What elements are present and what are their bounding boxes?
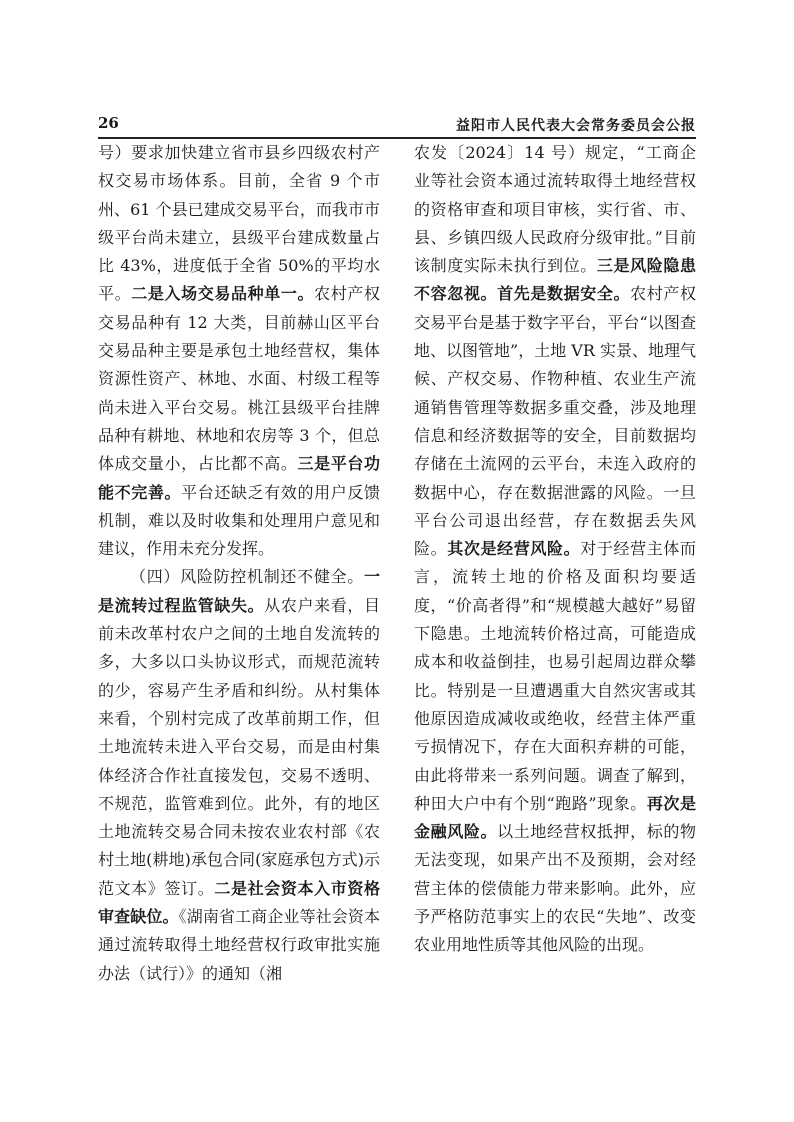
section-heading-4: （四）风险防控机制还不健全。 <box>130 567 364 587</box>
page-header <box>98 112 696 136</box>
right-paragraph-1 <box>414 139 696 960</box>
left-paragraph-1 <box>98 139 380 563</box>
page-number: 26 <box>98 114 119 132</box>
left-p1-text-2: 农村产权交易品种有 12 大类，目前赫山区平台交易品种主要是承包土地经营权，集体资源性资产、林地、水面、村级工程等尚未进入平台交易。桃江县级平台挂牌品种有耕地、林地和农房等 3 个，但总体成交量小，占比都不高。 <box>98 284 380 474</box>
left-p2-bold-2: 二是社会资本入市资格审查缺位。 <box>98 878 380 927</box>
left-p2-text-1: 从农户来看，目前未改革村农户之间的土地自发流转的多，大多以口头协议形式，而规范流转的少，容易产生矛盾和纠纷。从村集体来看，个别村完成了改革前期工作，但土地流转未进入平台交易，而是由村集体经济合作社直接发包，交易不透明、不规范，监管难到位。此外，有的地区土地流转交易合同未按农业农村部《农村土地(耕地)承包合同(家庭承包方式)示范文本》签订。 <box>98 595 380 898</box>
left-p1-bold-1: 二是入场交易品种单一。 <box>131 284 315 304</box>
journal-title: 益阳市人民代表大会常务委员会公报 <box>456 118 696 134</box>
right-p1-text-1: 农发〔2024〕14 号）规定，“工商企业等社会资本通过流转取得土地经营权的资格审查和项目审核，实行省、市、县、乡镇四级人民政府分级审批。”目前该制度实际未执行到位。 <box>414 143 696 276</box>
left-p2-text-2: 《湖南省工商企业等社会资本通过流转取得土地经营权行政审批实施办法（试行）》的通知（湘 <box>98 907 380 983</box>
left-p2-bold-1: 一是流转过程监管缺失。 <box>98 567 380 615</box>
right-p1-bold-3: 再次是金融风险。 <box>414 793 696 842</box>
left-column <box>98 139 380 988</box>
left-p1-text-1: 号）要求加快建立省市县乡四级农村产权交易市场体系。目前，全省 9 个市州、61 个县已建成交易平台，而我市市级平台尚未建立，县级平台建成数量占比 43%，进度低于全省 50%的平均水平。 <box>98 143 380 304</box>
left-p1-text-3: 平台还缺乏有效的用户反馈机制，难以及时收集和处理用户意见和建议，作用未充分发挥。 <box>98 482 380 559</box>
right-p1-text-2: 农村产权交易平台是基于数字平台，平台“以图查地、以图管地”，土地 VR 实景、地理气候、产权交易、作物种植、农业生产流通销售管理等数据多重交叠，涉及地理信息和经济数据等的安全，目前数据均存储在土流网的云平台，未连入政府的数据中心，存在数据泄露的风险。一旦平台公司退出经营，存在数据丢失风险。 <box>414 284 696 559</box>
left-paragraph-2 <box>98 563 380 987</box>
right-column <box>414 139 696 960</box>
right-p1-text-3: 对于经营主体而言，流转土地的价格及面积均要适度，“价高者得”和“规模越大越好”易留下隐患。土地流转价格过高，可能造成成本和收益倒挂，也易引起周边群众攀比。特别是一旦遭遇重大自然灾害或其他原因造成减收或绝收，经营主体严重亏损情况下，存在大面积弃耕的可能，由此将带来一系列问题。调查了解到，种田大户中有个别“跑路”现象。 <box>414 539 696 813</box>
left-p1-bold-2: 三是平台功能不完善。 <box>98 454 380 502</box>
right-p1-text-4: 以土地经营权抵押，标的物无法变现，如果产出不及预期，会对经营主体的偿债能力带来影响。此外，应予严格防范事实上的农民“失地”、改变农业用地性质等其他风险的出现。 <box>414 822 696 955</box>
right-p1-bold-1: 三是风险隐患不容忽视。首先是数据安全。 <box>414 256 696 304</box>
right-p1-bold-2: 其次是经营风险。 <box>447 539 581 559</box>
